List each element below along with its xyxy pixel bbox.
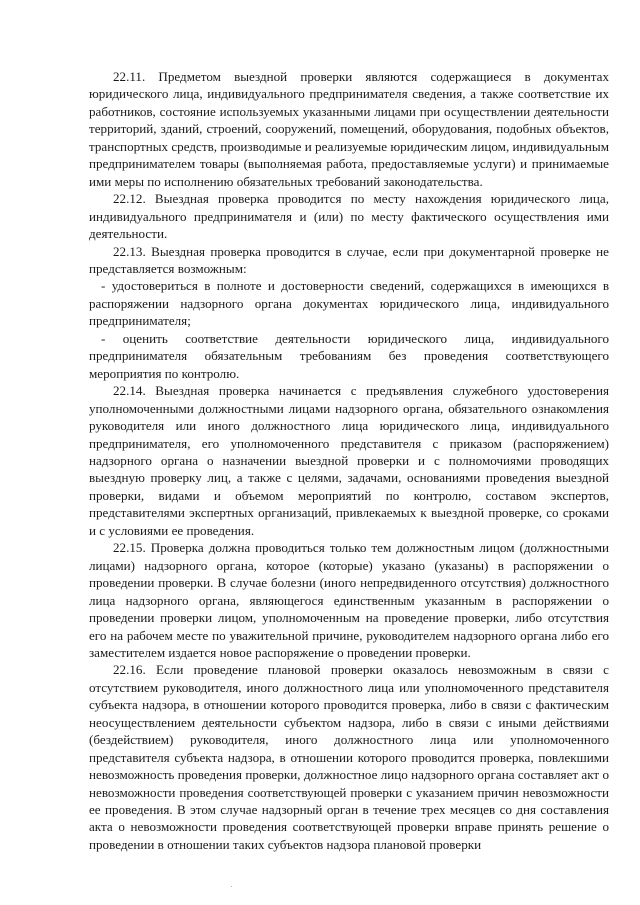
list-item-assess-compliance: - оценить соответствие деятельности юридического лица, индивидуального предпринимателя обязательным требованиям без проведения соответствующего мероприятия по контролю. (89, 330, 609, 381)
list-item-verify-info: - удостовериться в полноте и достоверности сведений, содержащихся в имеющихся в распоряжении надзорного органа документах юридического лица, индивидуального предпринимателя; (89, 278, 609, 329)
document-body (89, 68, 609, 853)
paragraph-22-15: 22.15. Проверка должна проводиться только тем должностным лицом (должностными лицами) надзорного органа, которое (которые) указано (указаны) в распоряжении о проведении проверки. В случае болезни (иного непредвиденного отсутствия) должностного лица надзорного органа, являющегося единственным указанным в распоряжении о проведении проверки лицом, уполномоченным на проведение проверки, либо отсутствия его на рабочем месте по уважительной причине, руководителем надзорного органа либо его заместителем издается новое распоряжение о проведении проверки. (89, 540, 609, 660)
paragraph-22-12: 22.12. Выездная проверка проводится по месту нахождения юридического лица, индивидуального предпринимателя и (или) по месту фактического осуществления ими деятельности. (89, 191, 609, 242)
paragraph-22-14: 22.14. Выездная проверка начинается с предъявления служебного удостоверения уполномоченными должностными лицами надзорного органа, обязательного ознакомления руководителя или иного должностного лица юридического лица, индивидуального предпринимателя, его уполномоченного представителя с приказом (распоряжением) надзорного органа о назначении выездной проверки и с полномочиями проводящих выездную проверку лиц, а также с целями, задачами, основаниями проведения выездной проверки, видами и объемом мероприятий по контролю, составом экспертов, представителями экспертных организаций, привлекаемых к выездной проверке, со сроками и с условиями ее проведения. (89, 383, 609, 538)
paragraph-22-13: 22.13. Выездная проверка проводится в случае, если при документарной проверке не представляется возможным: (89, 243, 609, 276)
paragraph-22-16: 22.16. Если проведение плановой проверки оказалось невозможным в связи с отсутствием руководителя, иного должностного лица или уполномоченного представителя субъекта надзора, в отношении которого проводится проверка, либо в связи с фактическим неосуществлением деятельности субъектом надзора, либо в связи с иными действиями (бездействием) руководителя, иного должностного лица или уполномоченного представителя субъекта надзора, в отношении которого проводится проверка, повлекшими невозможность проведения проверки, должностное лицо надзорного органа составляет акт о невозможности проведения соответствующей проверки с указанием причин невозможности ее проведения. В этом случае надзорный орган в течение трех месяцев со дня составления акта о невозможности проведения соответствующей проверки вправе принять решение о проведении в отношении таких субъектов надзора плановой проверки (89, 662, 609, 852)
paragraph-22-11: 22.11. Предметом выездной проверки являются содержащиеся в документах юридического лица, индивидуального предпринимателя сведения, а также соответствие их работников, состояние используемых указанными лицами при осуществлении деятельности территорий, зданий, строений, сооружений, помещений, оборудования, подобных объектов, транспортных средств, производимые и реализуемые юридическим лицом, индивидуальным предпринимателем товары (выполняемая работа, предоставляемые услуги) и принимаемые ими меры по исполнению обязательных требований законодательства. (89, 69, 609, 189)
scan-speck (231, 886, 232, 887)
